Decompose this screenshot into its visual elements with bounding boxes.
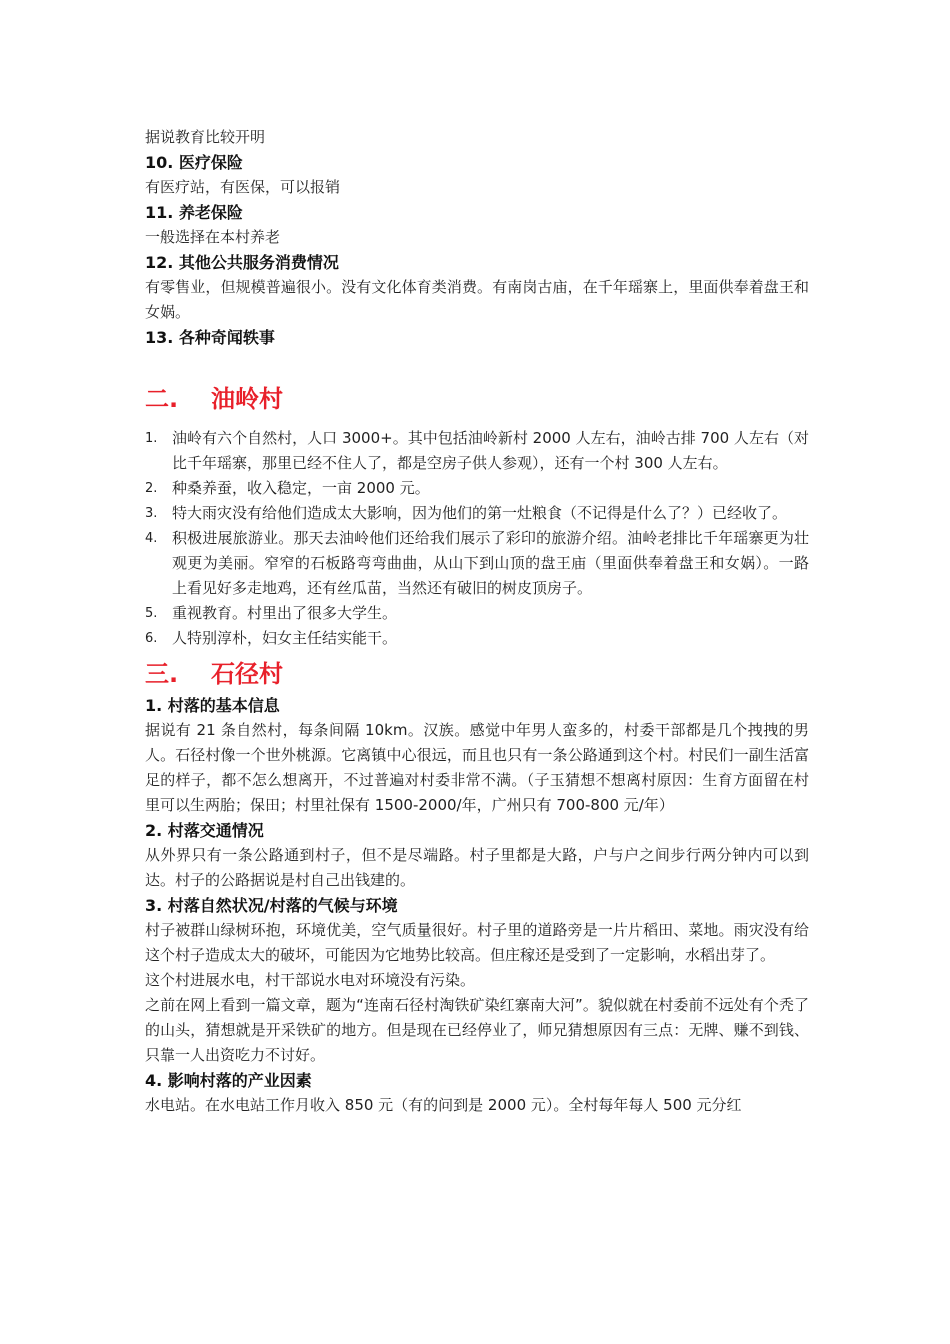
medical-insurance-text: 有医疗站，有医保，可以报销 (145, 178, 341, 196)
environment-text-1: 村子被群山绿树环抱，环境优美，空气质量很好。村子里的道路旁是一片片稻田、菜地。雨灾没有给这个村子造成太大的破坏，可能因为它地势比较高。但庄稼还是受到了一定影响，水稻出芽了。 (145, 921, 809, 964)
document-page (145, 0, 809, 1118)
heading-transport: 2. 村落交通情况 (145, 821, 264, 840)
list-text: 油岭有六个自然村，人口 3000+。其中包括油岭新村 2000 人左右，油岭古排 700 人左右（对比千年瑶寨，那里已经不住人了，都是空房子供人参观），还有一个村 300 人左右。 (172, 429, 809, 472)
public-services-text: 有零售业，但规模普遍很小。没有文化体育类消费。有南岗古庙，在千年瑶寨上，里面供奉着盘王和女娲。 (145, 278, 809, 321)
list-text: 重视教育。村里出了很多大学生。 (172, 604, 398, 622)
youling-list (145, 426, 809, 651)
intro-text: 据说教育比较开明 (145, 128, 266, 146)
heading-public-services: 12. 其他公共服务消费情况 (145, 253, 339, 272)
heading-environment: 3. 村落自然状况/村落的气候与环境 (145, 896, 398, 915)
heading-basic-info: 1. 村落的基本信息 (145, 696, 280, 715)
list-number: 3. (145, 506, 158, 521)
environment-text-2: 这个村进展水电，村干部说水电对环境没有污染。 (145, 971, 476, 989)
pension-text: 一般选择在本村养老 (145, 228, 281, 246)
list-item (145, 626, 809, 651)
list-text: 种桑养蚕，收入稳定，一亩 2000 元。 (172, 479, 430, 497)
heading-industry: 4. 影响村落的产业因素 (145, 1071, 312, 1090)
list-number: 4. (145, 531, 158, 546)
list-text: 积极进展旅游业。那天去油岭他们还给我们展示了彩印的旅游介绍。油岭老排比千年瑶寨更为壮观更为美丽。窄窄的石板路弯弯曲曲，从山下到山顶的盘王庙（里面供奉着盘王和女娲）。一路上看见好多走地鸡，还有丝瓜苗，当然还有破旧的树皮顶房子。 (172, 529, 809, 597)
list-item (145, 601, 809, 626)
environment-text-3: 之前在网上看到一篇文章，题为“连南石径村淘铁矿染红寨南大河”。貌似就在村委前不远处有个秃了的山头，猜想就是开采铁矿的地方。但是现在已经停业了，师兄猜想原因有三点：无牌、赚不到钱、只靠一人出资吃力不讨好。 (145, 996, 809, 1064)
section-title: 油岭村 (211, 385, 283, 413)
list-number: 6. (145, 631, 158, 646)
section-number: 二. (145, 385, 179, 413)
section-heading-youling (145, 382, 809, 416)
list-item (145, 501, 809, 526)
section-number: 三. (145, 660, 179, 688)
list-number: 2. (145, 481, 158, 496)
heading-pension: 11. 养老保险 (145, 203, 243, 222)
industry-text: 水电站。在水电站工作月收入 850 元（有的问到是 2000 元）。全村每年每人 500 元分红 (145, 1096, 742, 1114)
section-heading-shijing (145, 657, 809, 691)
list-text: 特大雨灾没有给他们造成太大影响，因为他们的第一灶粮食（不记得是什么了？）已经收了。 (172, 504, 788, 522)
list-item (145, 476, 809, 501)
heading-anecdotes: 13. 各种奇闻轶事 (145, 328, 275, 347)
list-text: 人特别淳朴，妇女主任结实能干。 (172, 629, 398, 647)
transport-text: 从外界只有一条公路通到村子，但不是尽端路。村子里都是大路，户与户之间步行两分钟内可以到达。村子的公路据说是村自己出钱建的。 (145, 846, 809, 889)
section-title: 石径村 (211, 660, 283, 688)
basic-info-text: 据说有 21 条自然村，每条间隔 10km。汉族。感觉中年男人蛮多的，村委干部都是几个拽拽的男人。石径村像一个世外桃源。它离镇中心很远，而且也只有一条公路通到这个村。村民们一副生活富足的样子，都不怎么想离开，不过普遍对村委非常不满。（子玉猜想不想离村原因：生育方面留在村里可以生两胎；保田；村里社保有 1500-2000/年，广州只有 700-800 元/年） (145, 721, 809, 814)
list-number: 1. (145, 431, 158, 446)
list-item (145, 426, 809, 476)
heading-medical-insurance: 10. 医疗保险 (145, 153, 243, 172)
list-number: 5. (145, 606, 158, 621)
list-item (145, 526, 809, 601)
